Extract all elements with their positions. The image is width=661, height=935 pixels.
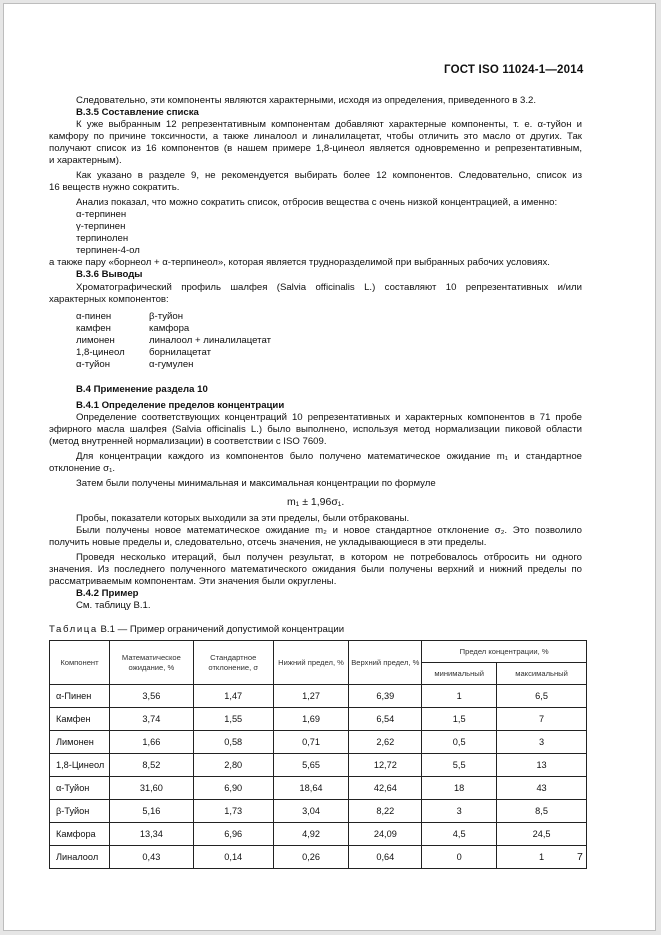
- cell-component: 1,8-Цинеол: [50, 754, 110, 777]
- document-page: [3, 3, 656, 931]
- table-row: [50, 685, 587, 708]
- table-caption-label: Таблица: [49, 624, 98, 635]
- excluded-item: терпинен-4-ол: [76, 245, 140, 256]
- cell-upper: 24,09: [349, 823, 422, 846]
- paragraph-rejected: Пробы, показатели которых выходили за эти пределы, были отбракованы.: [76, 513, 410, 524]
- cell-upper: 2,62: [349, 731, 422, 754]
- cell-mean: 13,34: [109, 823, 193, 846]
- cell-sd: 1,73: [193, 800, 273, 823]
- cell-sd: 1,55: [193, 708, 273, 731]
- cell-sd: 0,58: [193, 731, 273, 754]
- cell-max: 3: [497, 731, 587, 754]
- cell-sd: 6,96: [193, 823, 273, 846]
- cell-min: 18: [422, 777, 497, 800]
- paragraph-iterations-l2: значения. Из последнего полученного математического ожидания были получены верхний и нижний пределы по: [49, 564, 582, 575]
- paragraph-determination-l3: (метод внутренней нормализации) в соответствии с ISO 7609.: [49, 436, 327, 447]
- cell-component: β-Туйон: [50, 800, 110, 823]
- component-name: α-гумулен: [149, 359, 194, 370]
- paragraph-conclusion: Следовательно, эти компоненты являются характерными, исходя из определения, приведенного в 3.2.: [76, 95, 537, 106]
- cell-max: 13: [497, 754, 587, 777]
- table-row: [50, 823, 587, 846]
- component-name: линалоол + линалилацетат: [149, 335, 271, 346]
- cell-lower: 5,65: [273, 754, 349, 777]
- table-row: [50, 708, 587, 731]
- formula: m₁ ± 1,96σ₁.: [287, 496, 345, 508]
- component-name: α-пинен: [76, 311, 112, 322]
- cell-max: 7: [497, 708, 587, 731]
- paragraph-reduce-l1: Как указано в разделе 9, не рекомендуется выбирать более 12 компонентов. Следовательно, список из: [76, 170, 582, 181]
- cell-min: 1,5: [422, 708, 497, 731]
- heading-b35: В.3.5 Составление списка: [76, 107, 199, 118]
- paragraph-iterations-l1: Проведя несколько итераций, был получен результат, в котором не потребовалось отбросить ни одного: [76, 552, 582, 563]
- header-sd: Стандартное отклонение, σ: [193, 641, 273, 685]
- paragraph-reduce-l2: 16 веществ нужно сократить.: [49, 182, 180, 193]
- paragraph-new-limits-l2: получить новые пределы и, следовательно, отсечь значения, не укладывающиеся в эти пределы.: [49, 537, 487, 548]
- heading-b42: В.4.2 Пример: [76, 588, 139, 599]
- cell-min: 1: [422, 685, 497, 708]
- component-name: 1,8-цинеол: [76, 347, 125, 358]
- cell-component: Лимонен: [50, 731, 110, 754]
- cell-sd: 6,90: [193, 777, 273, 800]
- cell-mean: 31,60: [109, 777, 193, 800]
- table-caption-text: В.1 — Пример ограничений допустимой концентрации: [100, 624, 345, 635]
- paragraph-added-components-l1: К уже выбранным 12 репрезентативным компонентам добавляют характерные компоненты, т. е. α-туйон и: [76, 119, 582, 130]
- component-name: камфора: [149, 323, 190, 334]
- cell-min: 5,5: [422, 754, 497, 777]
- header-limit-group: Предел концентрации, %: [422, 641, 587, 663]
- cell-lower: 1,27: [273, 685, 349, 708]
- cell-mean: 1,66: [109, 731, 193, 754]
- cell-max: 6,5: [497, 685, 587, 708]
- paragraph-added-components-l4: и характерным).: [49, 155, 122, 166]
- component-name: борнилацетат: [149, 347, 211, 358]
- cell-upper: 8,22: [349, 800, 422, 823]
- component-name: α-туйон: [76, 359, 111, 370]
- table-row: [50, 777, 587, 800]
- cell-component: Камфен: [50, 708, 110, 731]
- paragraph-added-components-l2: камфору по причине токсичности, а также линалоол и линалилацетат, чтобы отличить это масло от других. Так: [49, 131, 582, 142]
- cell-component: α-Пинен: [50, 685, 110, 708]
- concentration-table: [49, 640, 587, 869]
- heading-b36: В.3.6 Выводы: [76, 269, 143, 280]
- header-mean: Математическое ожидание, %: [109, 641, 193, 685]
- heading-b41: В.4.1 Определение пределов концентрации: [76, 400, 285, 411]
- cell-mean: 8,52: [109, 754, 193, 777]
- component-name: камфен: [76, 323, 111, 334]
- document-header-title: ГОСТ ISO 11024-1—2014: [444, 64, 584, 76]
- cell-mean: 0,43: [109, 846, 193, 869]
- paragraph-iterations-l3: рассматриваемым компонентам. Эти значения были округлены.: [49, 576, 337, 587]
- excluded-item: терпинолен: [76, 233, 129, 244]
- component-name: лимонен: [76, 335, 115, 346]
- cell-sd: 1,47: [193, 685, 273, 708]
- paragraph-determination-l1: Определение соответствующих концентраций 10 репрезентативных и характерных компонентов в 71 пробе: [76, 412, 582, 423]
- cell-upper: 42,64: [349, 777, 422, 800]
- cell-lower: 3,04: [273, 800, 349, 823]
- cell-upper: 6,54: [349, 708, 422, 731]
- cell-mean: 3,74: [109, 708, 193, 731]
- cell-component: Линалоол: [50, 846, 110, 869]
- cell-lower: 0,26: [273, 846, 349, 869]
- cell-upper: 6,39: [349, 685, 422, 708]
- cell-max: 8,5: [497, 800, 587, 823]
- paragraph-new-limits-l1: Были получены новое математическое ожидание m₂ и новое стандартное отклонение σ₂. Это позволило: [76, 525, 582, 536]
- cell-upper: 12,72: [349, 754, 422, 777]
- heading-b4: В.4 Применение раздела 10: [76, 384, 208, 395]
- table-row: [50, 800, 587, 823]
- table-caption: [49, 624, 344, 636]
- paragraph-see-table: См. таблицу В.1.: [76, 600, 151, 611]
- cell-mean: 5,16: [109, 800, 193, 823]
- excluded-item: γ-терпинен: [76, 221, 126, 232]
- paragraph-determination-l2: эфирного масла шалфея (Salvia officinalis L.) было выполнено, используя метод нормализации пиковой области: [49, 424, 582, 435]
- paragraph-profile-l2: характерных компонентов:: [49, 294, 169, 305]
- paragraph-borneol-pair: а также пару «борнеол + α-терпинеол», которая является трудноразделимой при выбранных рабочих условиях.: [49, 257, 550, 268]
- cell-lower: 18,64: [273, 777, 349, 800]
- cell-component: Камфора: [50, 823, 110, 846]
- cell-min: 0: [422, 846, 497, 869]
- header-min: минимальный: [422, 663, 497, 685]
- cell-mean: 3,56: [109, 685, 193, 708]
- cell-max: 1: [497, 846, 587, 869]
- cell-lower: 4,92: [273, 823, 349, 846]
- header-max: максимальный: [497, 663, 587, 685]
- cell-lower: 0,71: [273, 731, 349, 754]
- cell-lower: 1,69: [273, 708, 349, 731]
- table-row: [50, 754, 587, 777]
- header-upper: Верхний предел, %: [349, 641, 422, 685]
- table-row: [50, 731, 587, 754]
- header-component: Компонент: [50, 641, 110, 685]
- paragraph-added-components-l3: получают список из 16 компонентов (в нашем примере 1,8-цинеол является одновременно и репрезентативным,: [49, 143, 582, 154]
- paragraph-formula-intro: Затем были получены минимальная и максимальная концентрации по формуле: [76, 478, 436, 489]
- paragraph-analysis: Анализ показал, что можно сократить список, отбросив вещества с очень низкой концентрацией, а именно:: [76, 197, 558, 208]
- cell-sd: 0,14: [193, 846, 273, 869]
- header-lower: Нижний предел, %: [273, 641, 349, 685]
- cell-component: α-Туйон: [50, 777, 110, 800]
- cell-min: 3: [422, 800, 497, 823]
- paragraph-mean-sd-l2: отклонение σ₁.: [49, 463, 115, 474]
- cell-min: 0,5: [422, 731, 497, 754]
- component-name: β-туйон: [149, 311, 184, 322]
- page-number: 7: [577, 851, 583, 863]
- cell-min: 4,5: [422, 823, 497, 846]
- cell-max: 24,5: [497, 823, 587, 846]
- cell-upper: 0,64: [349, 846, 422, 869]
- cell-max: 43: [497, 777, 587, 800]
- paragraph-mean-sd-l1: Для концентрации каждого из компонентов было получено математическое ожидание m₁ и стандартное: [76, 451, 582, 462]
- table-row: [50, 846, 587, 869]
- cell-sd: 2,80: [193, 754, 273, 777]
- paragraph-profile-l1: Хроматографический профиль шалфея (Salvia officinalis L.) составляют 10 репрезентативных и/или: [76, 282, 582, 293]
- excluded-item: α-терпинен: [76, 209, 127, 220]
